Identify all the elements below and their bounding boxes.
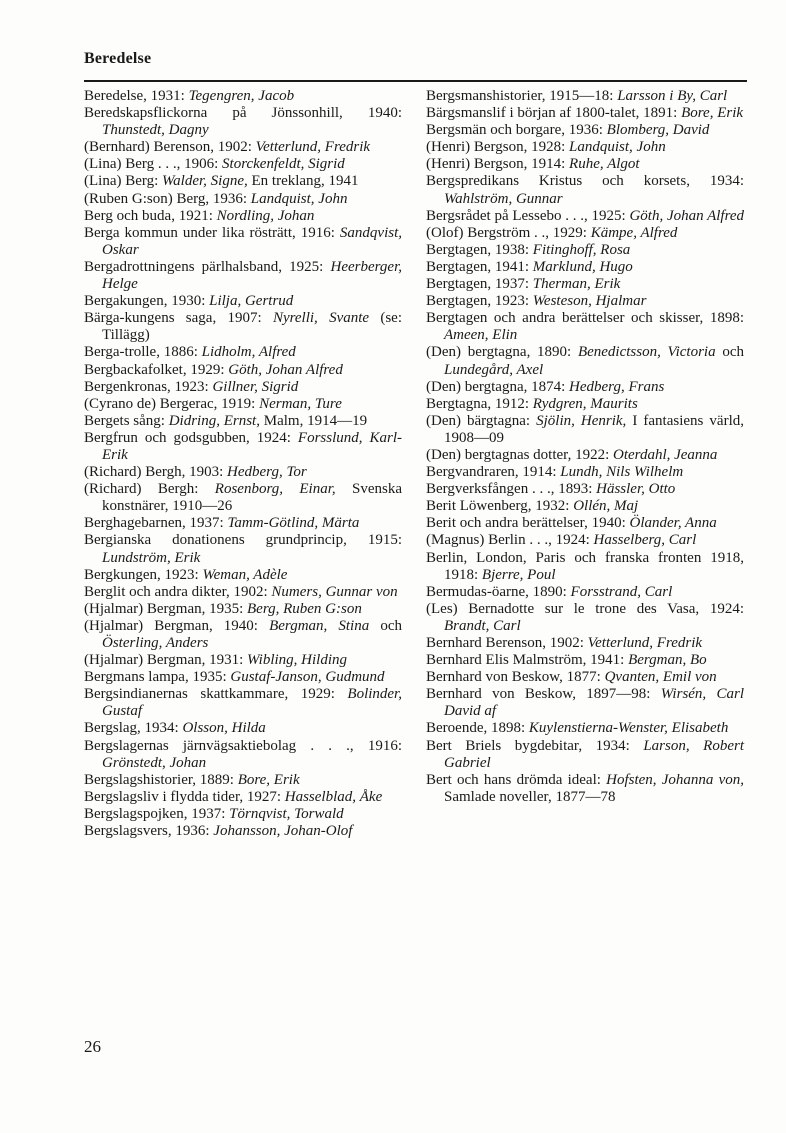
index-entry xyxy=(84,618,402,652)
entry-author: Ameen, Elin xyxy=(444,327,518,344)
index-entry xyxy=(84,464,402,481)
entry-author: Berg, Ruben G:son xyxy=(247,600,362,617)
index-entry xyxy=(84,584,402,601)
index-entry xyxy=(84,413,402,430)
index-entry xyxy=(426,464,744,481)
entry-title: Bernhard Berenson, 1902: xyxy=(426,635,588,651)
index-entry xyxy=(426,88,744,105)
index-entry xyxy=(426,310,744,344)
index-entry xyxy=(426,156,744,173)
entry-title: (Den) bärgtagna: xyxy=(426,412,537,429)
index-entry xyxy=(426,498,744,515)
index-entry xyxy=(426,344,744,378)
entry-title: (Henri) Bergson, 1928: xyxy=(426,139,570,156)
index-entry xyxy=(84,789,402,806)
entry-title: (Hjalmar) Bergman, 1940: xyxy=(84,617,270,634)
entry-author: Hasselberg, Carl xyxy=(593,532,697,549)
index-entry xyxy=(426,242,744,259)
entry-author: Ölander, Anna xyxy=(629,515,717,532)
entry-title: Bergtagen, 1938: xyxy=(426,241,533,258)
entry-title: (Ruben G:son) Berg, 1936: xyxy=(84,190,251,207)
index-entry xyxy=(426,276,744,293)
entry-title: (Den) bergtagna, 1874: xyxy=(426,378,570,395)
index-entry xyxy=(84,105,402,139)
entry-author: Bjerre, Poul xyxy=(481,566,556,583)
entry-extra: (se: Tillägg) xyxy=(102,310,402,344)
entry-title: Bergslagspojken, 1937: xyxy=(84,805,230,822)
entry-title: (Hjalmar) Bergman, 1935: xyxy=(84,600,248,617)
entry-title: Bernhard von Beskow, 1877: xyxy=(426,669,605,686)
entry-title: Bermudas-öarne, 1890: xyxy=(426,583,571,600)
entry-author: Didring, Ernst, xyxy=(168,412,260,429)
entry-title: Bergslagsliv i flydda tider, 1927: xyxy=(84,788,285,805)
entry-title: Berga-trolle, 1886: xyxy=(84,344,202,361)
entry-author: Oterdahl, Jeanna xyxy=(613,446,718,463)
index-entry xyxy=(426,738,744,772)
index-entry xyxy=(84,738,402,772)
entry-title: Berga kommun under lika rösträtt, 1916: xyxy=(84,224,340,241)
index-entry xyxy=(84,481,402,515)
entry-title: Beredelse, 1931: xyxy=(84,88,189,104)
entry-author: Törnqvist, Torwald xyxy=(229,805,344,822)
index-entry xyxy=(84,310,402,344)
index-entry xyxy=(426,293,744,310)
index-entry xyxy=(84,225,402,259)
entry-title: Bergtagen, 1941: xyxy=(426,258,533,275)
entry-title: Bergspredikans Kristus och korsets, 1934: xyxy=(426,173,744,190)
entry-extra: Svenska konstnärer, 1910—26 xyxy=(102,481,402,515)
index-entry xyxy=(426,105,744,122)
right-column xyxy=(426,88,744,806)
entry-title: Bernhard von Beskow, 1897—98: xyxy=(426,686,661,703)
entry-author: Fitinghoff, Rosa xyxy=(532,241,631,258)
entry-author: Heerberger, Helge xyxy=(102,258,402,293)
index-entry xyxy=(426,173,744,207)
index-entry xyxy=(84,88,402,105)
entry-title: (Den) bergtagna, 1890: xyxy=(426,344,578,361)
entry-title: Bergslagernas järnvägsaktiebolag . . ., 1916: xyxy=(84,737,402,754)
index-entry xyxy=(84,720,402,737)
entry-author: Hasselblad, Åke xyxy=(284,788,383,805)
entry-author: Blomberg, David xyxy=(606,122,710,139)
entry-author: Ruhe, Algot xyxy=(569,156,640,173)
entry-author: Bore, Erik xyxy=(681,105,744,122)
entry-title: Bergbackafolket, 1929: xyxy=(84,361,229,378)
entry-author: Vetterlund, Fredrik xyxy=(255,139,371,156)
running-head: Beredelse xyxy=(84,50,152,67)
entry-title: (Richard) Bergh, 1903: xyxy=(84,464,228,481)
index-entry xyxy=(426,652,744,669)
index-entry xyxy=(84,156,402,173)
entry-author: Wirsén, Carl David af xyxy=(444,686,744,720)
entry-author: Gillner, Sigrid xyxy=(212,378,299,395)
index-entry xyxy=(84,396,402,413)
entry-coauthor: Lundegård, Axel xyxy=(444,361,544,378)
index-entry xyxy=(84,430,402,464)
entry-author: Therman, Erik xyxy=(532,276,621,293)
entry-author: Kuylenstierna-Wenster, Elisabeth xyxy=(528,720,729,737)
entry-title: Beroende, 1898: xyxy=(426,720,529,737)
entry-author: Sandqvist, Oskar xyxy=(102,224,402,258)
entry-title: Berlin, London, Paris och franska fronten 1918, 1918: xyxy=(426,549,744,583)
entry-author: Lundström, Erik xyxy=(102,549,201,566)
entry-author: Westeson, Hjalmar xyxy=(532,293,647,310)
entry-title: Bärgsmanslif i början af 1800-talet, 1891: xyxy=(426,105,682,122)
entry-title: Bergtagen, 1937: xyxy=(426,276,533,293)
entry-title: (Henri) Bergson, 1914: xyxy=(426,156,570,173)
entry-title: Bergkungen, 1923: xyxy=(84,566,203,583)
index-entry xyxy=(426,515,744,532)
index-entry xyxy=(426,720,744,737)
entry-title: Berit Löwenberg, 1932: xyxy=(426,498,574,515)
entry-author: Walder, Signe, xyxy=(162,173,248,190)
entry-title: (Olof) Bergström . ., 1929: xyxy=(426,224,591,241)
entry-title: Berglit och andra dikter, 1902: xyxy=(84,583,272,600)
entry-author: Forsslund, Karl-Erik xyxy=(102,429,402,463)
entry-author: Lilja, Gertrud xyxy=(209,293,294,310)
entry-title: (Bernhard) Berenson, 1902: xyxy=(84,139,256,156)
entry-author: Qvanten, Emil von xyxy=(604,669,717,686)
index-entry xyxy=(426,396,744,413)
entry-title: Bergtagen, 1923: xyxy=(426,293,533,310)
index-entry xyxy=(426,259,744,276)
index-entry xyxy=(84,515,402,532)
entry-extra: och xyxy=(715,344,744,361)
entry-title: (Richard) Bergh: xyxy=(84,481,215,498)
index-entry xyxy=(84,293,402,310)
entry-title: Berg och buda, 1921: xyxy=(84,207,217,224)
entry-author: Brandt, Carl xyxy=(444,617,521,634)
index-entry xyxy=(426,635,744,652)
entry-author: Rosenborg, Einar, xyxy=(214,481,336,498)
entry-author: Vetterlund, Fredrik xyxy=(587,635,703,651)
entry-title: Bergsmanshistorier, 1915—18: xyxy=(426,88,618,104)
index-entry xyxy=(426,225,744,242)
index-entry xyxy=(426,550,744,584)
entry-author: Nordling, Johan xyxy=(216,207,315,224)
entry-title: (Les) Bernadotte sur le trone des Vasa, 1924: xyxy=(426,600,744,617)
entry-author: Tegengren, Jacob xyxy=(188,88,295,104)
entry-title: (Cyrano de) Bergerac, 1919: xyxy=(84,395,260,412)
index-entry xyxy=(84,344,402,361)
entry-title: Bergslagshistorier, 1889: xyxy=(84,771,238,788)
page-number: 26 xyxy=(84,1037,101,1056)
index-entry xyxy=(84,652,402,669)
entry-title: (Lina) Berg . . ., 1906: xyxy=(84,156,223,173)
index-entry xyxy=(84,379,402,396)
entry-title: Bergmans lampa, 1935: xyxy=(84,669,231,686)
entry-author: Wibling, Hilding xyxy=(247,652,348,669)
entry-title: Berghagebarnen, 1937: xyxy=(84,515,228,532)
index-entry xyxy=(84,208,402,225)
entry-title: Bergslag, 1934: xyxy=(84,720,183,737)
entry-title: Beredskapsflickorna på Jönssonhill, 1940: xyxy=(84,105,402,122)
entry-author: Larson, Robert Gabriel xyxy=(444,737,744,771)
index-entry xyxy=(84,806,402,823)
entry-author: Bore, Erik xyxy=(237,771,300,788)
index-entry xyxy=(84,173,402,190)
entry-title: Bergtagna, 1912: xyxy=(426,395,533,412)
index-entry xyxy=(84,259,402,293)
entry-author: Nyrelli, Svante xyxy=(272,310,370,327)
entry-author: Johansson, Johan-Olof xyxy=(213,823,353,840)
entry-author: Storckenfeldt, Sigrid xyxy=(222,156,345,173)
entry-title: Bergsrådet på Lessebo . . ., 1925: xyxy=(426,207,630,224)
index-entry xyxy=(84,686,402,720)
index-entry xyxy=(426,532,744,549)
entry-author: Larsson i By, Carl xyxy=(617,88,728,104)
entry-title: Bergvandraren, 1914: xyxy=(426,464,561,481)
index-entry xyxy=(426,772,744,806)
left-column xyxy=(84,88,402,840)
index-entry xyxy=(426,379,744,396)
index-entry xyxy=(426,447,744,464)
entry-author: Forsstrand, Carl xyxy=(570,583,673,600)
entry-extra: En treklang, 1941 xyxy=(247,173,359,190)
entry-title: (Den) bergtagnas dotter, 1922: xyxy=(426,446,613,463)
entry-author: Lundh, Nils Wilhelm xyxy=(560,464,684,481)
entry-title: (Lina) Berg: xyxy=(84,173,163,190)
index-entry xyxy=(426,669,744,686)
index-entry xyxy=(84,567,402,584)
entry-title: Bergsmän och borgare, 1936: xyxy=(426,122,607,139)
entry-author: Tamm-Götlind, Märta xyxy=(227,515,360,532)
entry-author: Bolinder, Gustaf xyxy=(102,686,402,720)
header-rule xyxy=(84,80,747,82)
entry-author: Wahlström, Gunnar xyxy=(444,190,563,207)
entry-author: Nerman, Ture xyxy=(259,395,342,412)
index-entry xyxy=(84,362,402,379)
entry-author: Numers, Gunnar von xyxy=(271,583,398,600)
entry-title: Bergianska donationens grundprincip, 1915: xyxy=(84,532,402,549)
entry-title: Bert Briels bygdebitar, 1934: xyxy=(426,737,644,754)
entry-author: Landquist, John xyxy=(250,190,348,207)
entry-author: Sjölin, Henrik, xyxy=(536,412,627,429)
index-entry xyxy=(426,413,744,447)
entry-title: Bergsindianernas skattkammare, 1929: xyxy=(84,686,348,703)
entry-author: Göth, Johan Alfred xyxy=(228,361,343,378)
entry-title: Berit och andra berättelser, 1940: xyxy=(426,515,630,532)
entry-author: Benedictsson, Victoria xyxy=(577,344,716,361)
entry-title: (Hjalmar) Bergman, 1931: xyxy=(84,652,248,669)
entry-author: Lidholm, Alfred xyxy=(201,344,296,361)
entry-author: Rydgren, Maurits xyxy=(532,395,638,412)
entry-author: Gustaf-Janson, Gudmund xyxy=(230,669,385,686)
entry-title: Bärga-kungens saga, 1907: xyxy=(84,310,273,327)
entry-title: Bergslagsvers, 1936: xyxy=(84,823,214,840)
entry-author: Hedberg, Tor xyxy=(227,464,307,481)
index-entry xyxy=(84,191,402,208)
entry-title: Bert och hans drömda ideal: xyxy=(426,771,607,788)
entry-title: Bergets sång: xyxy=(84,412,169,429)
entry-author: Marklund, Hugo xyxy=(532,258,633,275)
entry-author: Hofsten, Johanna von, xyxy=(606,771,745,788)
index-entry xyxy=(426,481,744,498)
entry-author: Kämpe, Alfred xyxy=(590,224,678,241)
entry-title: Bergenkronas, 1923: xyxy=(84,378,213,395)
index-entry xyxy=(84,139,402,156)
entry-author: Hedberg, Frans xyxy=(569,378,665,395)
entry-author: Thunstedt, Dagny xyxy=(102,122,209,139)
index-entry xyxy=(426,208,744,225)
entry-author: Weman, Adèle xyxy=(202,566,288,583)
entry-title: Bergakungen, 1930: xyxy=(84,293,210,310)
index-entry xyxy=(84,772,402,789)
entry-author: Ollén, Maj xyxy=(573,498,639,515)
entry-title: Bergtagen och andra berättelser och skisser, 1898: xyxy=(426,310,744,327)
entry-title: (Magnus) Berlin . . ., 1924: xyxy=(426,532,594,549)
index-entry xyxy=(84,823,402,840)
entry-extra: och xyxy=(369,617,402,634)
index-entry xyxy=(426,686,744,720)
index-entry xyxy=(84,532,402,566)
entry-title: Bernhard Elis Malmström, 1941: xyxy=(426,652,629,669)
entry-coauthor: Österling, Anders xyxy=(102,635,209,651)
entry-extra: Samlade noveller, 1877—78 xyxy=(444,788,616,805)
entry-author: Göth, Johan Alfred xyxy=(629,207,745,224)
entry-author: Bergman, Stina xyxy=(269,617,370,634)
entry-author: Landquist, John xyxy=(569,139,666,156)
entry-extra: I fantasiens värld, 1908—09 xyxy=(444,412,744,446)
entry-title: Bergverksfången . . ., 1893: xyxy=(426,481,597,498)
index-entry xyxy=(84,669,402,686)
index-entry xyxy=(426,122,744,139)
index-entry xyxy=(426,601,744,635)
entry-author: Olsson, Hilda xyxy=(182,720,266,737)
entry-title: Bergfrun och godsgubben, 1924: xyxy=(84,429,298,446)
index-entry xyxy=(84,601,402,618)
entry-title: Bergadrottningens pärlhalsband, 1925: xyxy=(84,258,331,275)
entry-extra: Malm, 1914—19 xyxy=(259,412,368,429)
index-entry xyxy=(426,139,744,156)
entry-author: Grönstedt, Johan xyxy=(102,754,207,771)
entry-author: Hässler, Otto xyxy=(596,481,676,498)
entry-author: Bergman, Bo xyxy=(628,652,707,669)
index-entry xyxy=(426,584,744,601)
